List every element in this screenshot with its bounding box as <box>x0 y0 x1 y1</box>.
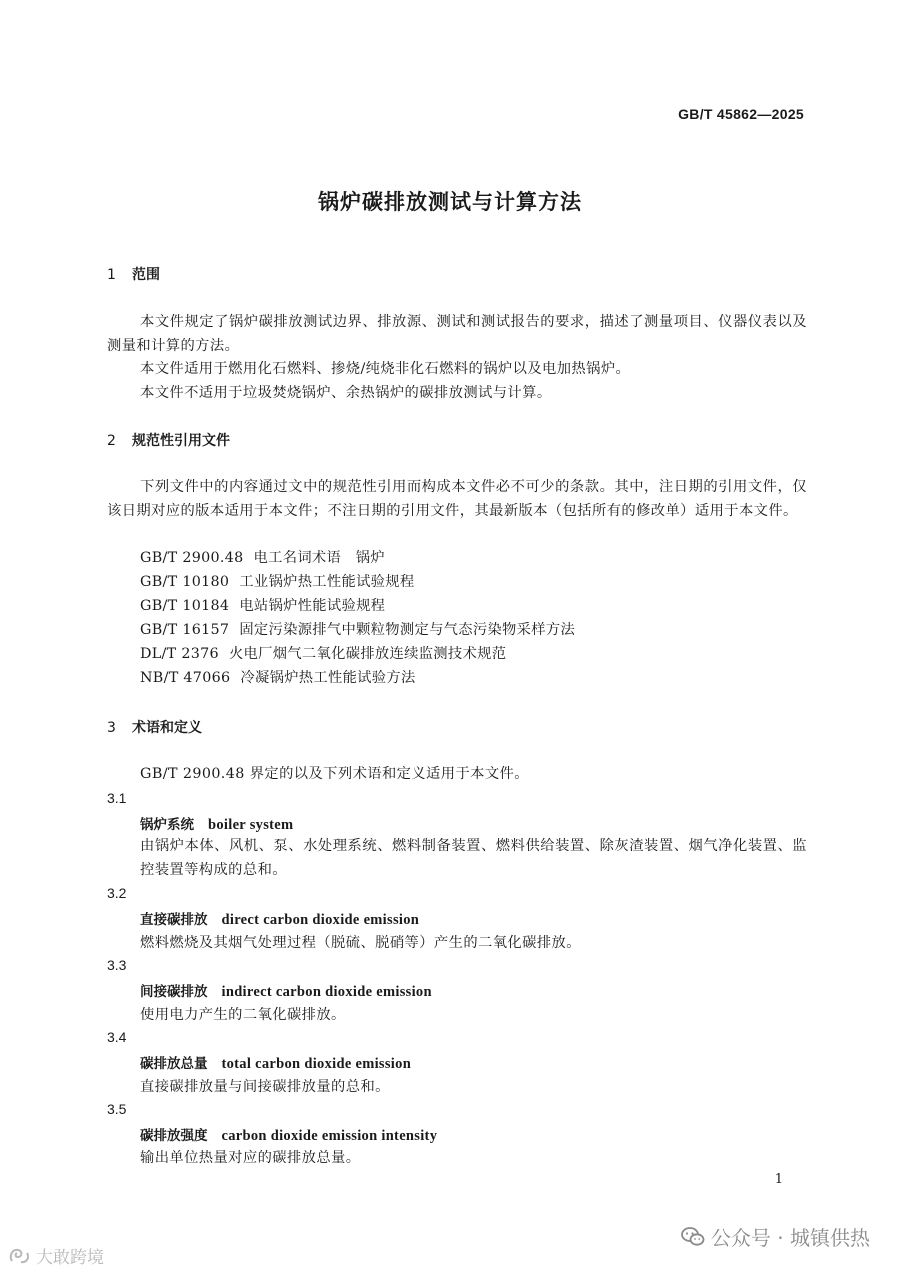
scope-paragraph-3: 本文件不适用于垃圾焚烧锅炉、余热锅炉的碳排放测试与计算。 <box>140 385 552 401</box>
term-en: indirect carbon dioxide emission <box>221 984 432 1000</box>
term-en: total carbon dioxide emission <box>221 1056 412 1072</box>
terms-intro: GB/T 2900.48 界定的以及下列术语和定义适用于本文件。 <box>140 766 529 782</box>
term-number: 3.5 <box>107 1101 127 1117</box>
reference-code: DL/T 2376 <box>140 646 219 662</box>
reference-code: GB/T 2900.48 <box>140 550 244 566</box>
term-en: boiler system <box>208 817 294 833</box>
section-title: 范围 <box>132 267 160 283</box>
reference-code: NB/T 47066 <box>140 670 231 686</box>
document-title: 锅炉碳排放测试与计算方法 <box>318 190 582 214</box>
scope-paragraph-1: 本文件规定了锅炉碳排放测试边界、排放源、测试和测试报告的要求，描述了测量项目、仪器仪表以及测量和计算的方法。 <box>107 314 807 354</box>
term-zh: 锅炉系统 <box>140 817 194 833</box>
swirl-logo-icon <box>8 1246 32 1266</box>
page-number: 1 <box>774 1172 783 1187</box>
section-number: 2 <box>107 433 116 449</box>
term-title <box>140 1052 411 1073</box>
term-en: carbon dioxide emission intensity <box>221 1128 438 1144</box>
term-definition: 使用电力产生的二氧化碳排放。 <box>140 1007 346 1023</box>
reference-title: 固定污染源排气中颗粒物测定与气态污染物采样方法 <box>239 622 576 638</box>
wechat-icon <box>681 1226 705 1248</box>
reference-code: GB/T 10184 <box>140 598 230 614</box>
term-definition: 由锅炉本体、风机、泵、水处理系统、燃料制备装置、燃料供给装置、除灰渣装置、烟气净化装置、监控装置等构成的总和。 <box>140 838 807 878</box>
scope-paragraph-2: 本文件适用于燃用化石燃料、掺烧/纯烧非化石燃料的锅炉以及电加热锅炉。 <box>140 361 631 377</box>
reference-code: GB/T 16157 <box>140 622 230 638</box>
wechat-account-text: 公众号 · 城镇供热 <box>710 1226 870 1250</box>
section-title: 规范性引用文件 <box>132 433 230 449</box>
term-definition: 直接碳排放量与间接碳排放量的总和。 <box>140 1079 390 1095</box>
term-number: 3.1 <box>107 790 127 806</box>
section-3-heading <box>107 717 202 737</box>
term-title <box>140 813 293 834</box>
section-title: 术语和定义 <box>132 720 202 736</box>
term-zh: 碳排放总量 <box>140 1056 208 1072</box>
term-en: direct carbon dioxide emission <box>221 912 420 928</box>
term-number: 3.2 <box>107 885 127 901</box>
references-intro: 下列文件中的内容通过文中的规范性引用而构成本文件必不可少的条款。其中，注日期的引用文件，仅该日期对应的版本适用于本文件；不注日期的引用文件，其最新版本（包括所有的修改单）适用于本文件。 <box>107 479 807 519</box>
term-title <box>140 908 419 929</box>
brand-watermark <box>8 1243 104 1268</box>
term-zh: 直接碳排放 <box>140 912 208 928</box>
section-2-heading <box>107 430 230 450</box>
section-number: 3 <box>107 720 116 736</box>
reference-title: 工业锅炉热工性能试验规程 <box>239 574 415 590</box>
reference-item <box>140 667 416 687</box>
term-zh: 碳排放强度 <box>140 1128 208 1144</box>
reference-code: GB/T 10180 <box>140 574 230 590</box>
reference-item <box>140 643 506 663</box>
reference-item <box>140 547 385 567</box>
reference-title: 电站锅炉性能试验规程 <box>239 598 386 614</box>
reference-item <box>140 619 575 639</box>
standard-code: GB/T 45862—2025 <box>678 106 804 122</box>
section-number: 1 <box>107 267 116 283</box>
section-1-heading <box>107 264 160 284</box>
term-zh: 间接碳排放 <box>140 984 208 1000</box>
reference-title: 电工名词术语 锅炉 <box>253 550 385 566</box>
term-definition: 输出单位热量对应的碳排放总量。 <box>140 1150 361 1166</box>
reference-item <box>140 571 414 591</box>
term-title <box>140 1124 437 1145</box>
brand-watermark-text: 大敢跨境 <box>36 1248 104 1268</box>
reference-title: 冷凝锅炉热工性能试验方法 <box>240 670 416 686</box>
term-number: 3.3 <box>107 957 127 973</box>
term-number: 3.4 <box>107 1029 127 1045</box>
reference-title: 火电厂烟气二氧化碳排放连续监测技术规范 <box>228 646 507 662</box>
wechat-watermark <box>681 1222 870 1251</box>
reference-item <box>140 595 385 615</box>
term-title <box>140 980 432 1001</box>
term-definition: 燃料燃烧及其烟气处理过程（脱硫、脱硝等）产生的二氧化碳排放。 <box>140 935 581 951</box>
